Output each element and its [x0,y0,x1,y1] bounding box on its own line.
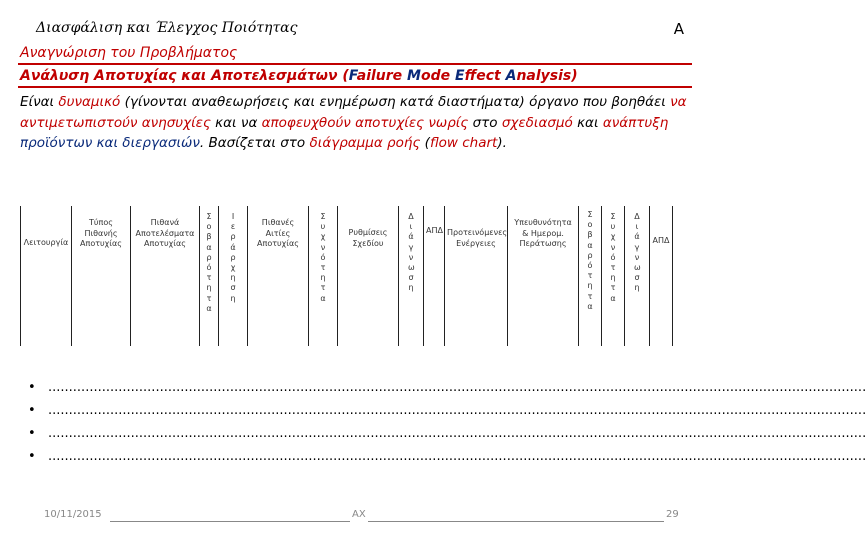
table-column [650,206,673,346]
table-column [21,206,72,346]
table-column [338,206,399,346]
description-paragraph: Είναι δυναμικό (γίνονται αναθεωρήσεις και ενημέρωση κατά διαστήματα) όργανο που βοηθάει να αντιμετωπιστούν ανησυχίες και να αποφευχθούν αποτυχίες νωρίς στο σχεδιασμό και ανάπτυξη προϊόντων και διεργασιών. Βασίζεται στο διάγραμμα ροής (flow chart). [20,94,687,151]
dotted-line-row [28,426,866,442]
footer-divider [110,521,350,522]
footer-author: ΑΧ [352,509,366,520]
table-column [602,206,625,346]
column-header: Σοβαρότητα [206,212,212,313]
column-header: Πιθανές Αιτίες Αποτυχίας [257,218,299,248]
table-column [399,206,424,346]
divider-line [18,63,692,65]
section-subtitle: Αναγνώριση του Προβλήματος [20,45,238,61]
column-header: ΑΠΔ [652,236,670,245]
divider-line [18,86,692,88]
table-column [72,206,131,346]
fmea-heading: Ανάλυση Αποτυχίας και Αποτελεσμάτων (Failure Mode Effect Analysis) [20,68,578,84]
column-header: Διάγνωση [634,212,641,293]
bullet-icon: • [28,426,36,441]
dotted-line-row [28,449,866,465]
table-column [625,206,650,346]
column-header: Τύπος Πιθανής Αποτυχίας [80,218,122,248]
table-column [445,206,508,346]
column-header: Υπευθυνότητα & Ημερομ. Περάτωσης [514,218,572,248]
table-column [131,206,200,346]
table-column [424,206,445,346]
column-header: Συχνότητα [610,212,616,303]
table-column [219,206,248,346]
column-header: Διάγνωση [408,212,415,293]
table-column [508,206,579,346]
fmea-table [20,206,701,346]
table-column [309,206,338,346]
column-header: Ρυθμίσεις Σχεδίου [348,228,388,248]
table-column [200,206,219,346]
bullet-icon: • [28,380,36,395]
table-column [248,206,309,346]
dotted-line: ...................................................................................................................................................................................................... [48,380,866,395]
bullet-icon: • [28,449,36,464]
table-column [579,206,602,346]
slide-title: Διασφάλιση και Έλεγχος Ποιότητας [36,20,298,36]
column-header: Προτεινόμενες Ενέργειες [447,228,508,248]
footer-date: 10/11/2015 [44,509,102,520]
column-header: Λειτουργία [23,238,69,247]
dotted-line: ...................................................................................................................................................................................................... [48,449,866,464]
dotted-line-row [28,380,866,396]
column-header: Ιεράρχηση [230,212,236,303]
column-header: ΑΠΔ [426,226,443,235]
dotted-line: ...................................................................................................................................................................................................... [48,403,866,418]
bullet-icon: • [28,403,36,418]
column-header: Σοβαρότητα [587,210,593,311]
column-header: Συχνότητα [320,212,326,303]
dotted-line: ...................................................................................................................................................................................................... [48,426,866,441]
column-header: Πιθανά Αποτελέσματα Αποτυχίας [135,218,195,248]
footer-divider [368,521,664,522]
dotted-line-row [28,403,866,419]
header-letter: A [673,20,684,38]
footer-page-number: 29 [666,509,679,520]
